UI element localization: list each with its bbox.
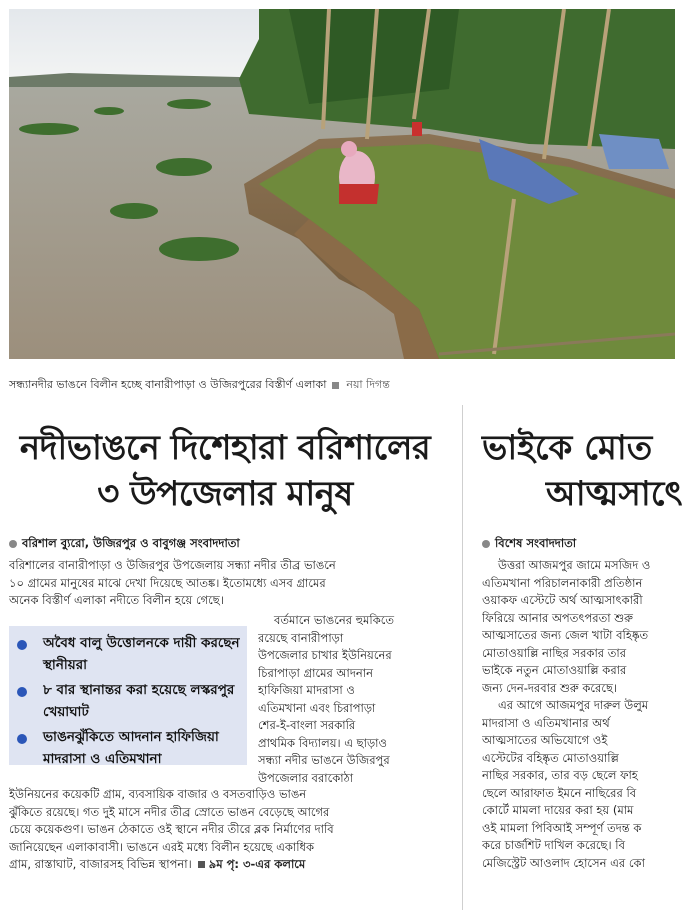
body-line: এর আগে আজমপুর দারুল উলুম: [498, 698, 649, 712]
body-line: ফিরিয়ে আনার অপতৎপরতা শুরু: [482, 610, 633, 625]
headline-line1: ভাইকে মোত: [482, 428, 653, 468]
body-line: ইউনিয়নের কয়েকটি গ্রাম, ব্যবসায়িক বাজার ও বসতবাড়িও ভাঙন: [9, 787, 307, 801]
headline-line2: আত্মসাৎে: [546, 474, 683, 514]
side-line: এতিমখানা এবং চিরাপাড়া: [258, 700, 376, 715]
body-line: এতিমখানা পরিচালনাকারী প্রতিষ্ঠান: [482, 575, 643, 590]
article2-byline: [482, 535, 576, 554]
river-erosion-image: [9, 9, 675, 359]
side-line: প্রাথমিক বিদ্যালয়। এ ছাড়াও: [258, 735, 387, 750]
body-line: ওই মামলা পিবিআই সম্পূর্ণ তদন্ত ক: [482, 820, 642, 835]
highlight-text: অবৈধ বালু উত্তোলনকে দায়ী করছেন স্থানীয়রা: [43, 635, 240, 673]
lead-line: বরিশালের বানারীপাড়া ও উজিরপুর উপজেলায় সন্ধ্যা নদীর তীব্র ভাঙনে: [9, 558, 336, 572]
body-line: আত্মসাতের জন্য জেল খাটা বহিষ্কৃত: [482, 628, 649, 642]
body-line: করে চার্জশিট দাখিল করেছে। বি: [482, 838, 625, 852]
body-line: মাদরাসা ও এতিমখানার অর্থ: [482, 715, 610, 730]
bullet-icon: [17, 734, 27, 744]
headline-line2: ৩ উপজেলার মানুষ: [97, 474, 353, 514]
article1-byline: [9, 535, 240, 554]
body-line: চেয়ে কয়েকগুণ। ভাঙন ঠেকাতে ওই স্থানে নদীর তীরে ব্লক নির্মাণের দাবি: [9, 822, 334, 836]
side-line: সন্ধ্যা নদীর ভাঙনে উজিরপুর: [258, 753, 390, 767]
side-line: উপজেলার বরাকোঠা: [258, 770, 354, 785]
byline-dot-icon: [482, 540, 490, 548]
body-line: জন্য দেন-দরবার শুরু করেছে।: [482, 680, 618, 695]
article1-headline[interactable]: [9, 425, 441, 517]
article1-lead: [9, 557, 443, 610]
article2-headline[interactable]: [482, 425, 692, 517]
photo-caption: [9, 376, 685, 395]
highlights-box: [9, 626, 247, 765]
body-line: ঝুঁকিতে রয়েছে। গত দুই মাসে নদীর তীব্র স্রোতে ভাঙন বেড়েছে আগের: [9, 804, 330, 819]
body-line: ভাইকে নতুন মোতাওয়াল্লি করার: [482, 663, 627, 677]
highlight-text: ভাঙনঝুঁকিতে আদনান হাফিজিয়া মাদরাসা ও এতিমখানা: [43, 729, 219, 767]
lead-line: অনেক বিস্তীর্ণ এলাকা নদীতে বিলীন হয়ে গেছে।: [9, 593, 224, 607]
body-line: ছেলে আরাফাত ইমনে নাছিরের বি: [482, 785, 637, 800]
side-line: শের-ই-বাংলা সরকারি: [258, 718, 356, 732]
news-photo: [9, 9, 675, 359]
body-line: [9, 856, 443, 874]
side-line: হাফিজিয়া মাদরাসা ও: [258, 683, 355, 697]
photo-credit: নয়া দিগন্ত: [346, 378, 390, 391]
article1-side-column: [258, 612, 442, 787]
body-line: মেজিস্ট্রেট আওলাদ হোসেন এর কো: [482, 855, 645, 870]
headline-line1: নদীভাঙনে দিশেহারা বরিশালের: [19, 428, 431, 468]
highlight-text: ৮ বার স্থানান্তর করা হয়েছে লস্করপুর খেয়াঘাট: [43, 682, 235, 720]
side-line: রয়েছে বানারীপাড়া: [258, 630, 344, 645]
article2-body: [482, 557, 692, 872]
side-line: চিরাপাড়া গ্রামের আদনান: [258, 665, 373, 680]
body-line: উত্তরা আজমপুর জামে মসজিদ ও: [498, 558, 651, 572]
bullet-icon: [17, 687, 27, 697]
body-line: নাছির সরকার, তার বড় ছেলে ফাহ: [482, 768, 638, 782]
body-line: আত্মসাতের অভিযোগে ওই: [482, 733, 608, 747]
square-bullet-icon: [198, 861, 205, 868]
byline-text: বরিশাল ব্যুরো, উজিরপুর ও বাবুগঞ্জ সংবাদদাতা: [22, 536, 240, 550]
body-line: কোর্টে মামলা দায়ের করা হয় (মাম: [482, 803, 634, 817]
body-line: জানিয়েছেন এলাকাবাসী। ভাঙনে এরই মধ্যে বিলীন হয়েছে একাধিক: [9, 839, 314, 854]
byline-dot-icon: [9, 540, 17, 548]
byline-text: বিশেষ সংবাদদাতা: [495, 536, 577, 550]
square-bullet-icon: [332, 382, 339, 389]
side-line: উপজেলার চাখার ইউনিয়নের: [258, 648, 392, 662]
body-line: ওয়াকফ এস্টেটে অর্থ আত্মসাৎকারী: [482, 593, 643, 607]
body-line: মোতাওয়াল্লি নাছির সরকার তার: [482, 645, 627, 660]
bullet-icon: [17, 640, 27, 650]
body-line: এস্টেটের বহিষ্কৃত মোতাওয়াল্লি: [482, 750, 619, 765]
continuation-link[interactable]: ৯ম পৃ: ৩-এর কলামে: [208, 857, 306, 871]
body-line-text: গ্রাম, রাস্তাঘাট, বাজারসহ বিভিন্ন স্থাপনা।: [9, 857, 192, 871]
column-divider: [462, 405, 463, 910]
caption-text: সন্ধ্যানদীর ভাঙনে বিলীন হচ্ছে বানারীপাড়া ও উজিরপুরের বিস্তীর্ণ এলাকা: [9, 378, 327, 391]
side-line: বর্তমানে ভাঙনের হুমকিতে: [274, 613, 395, 627]
article1-bottom-text: [9, 786, 443, 874]
lead-line: ১০ গ্রামের মানুষের মাঝে দেখা দিয়েছে আতঙ্ক। ইতোমধ্যে এসব গ্রামের: [9, 575, 326, 590]
